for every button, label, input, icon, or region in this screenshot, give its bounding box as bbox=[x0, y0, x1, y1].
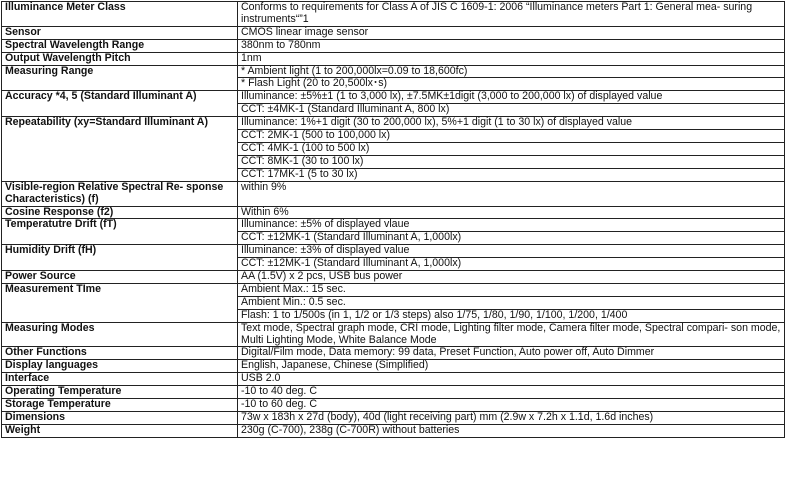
spec-label: Storage Temperature bbox=[2, 399, 238, 412]
spec-label: Power Source bbox=[2, 271, 238, 284]
spec-label: Accuracy *4, 5 (Standard Illuminant A) bbox=[2, 91, 238, 117]
spec-row bbox=[2, 271, 785, 284]
spec-row bbox=[2, 245, 785, 258]
spec-value: Illuminance: 1%+1 digit (30 to 200,000 lx), 5%+1 digit (1 to 30 lx) of displayed value bbox=[238, 117, 785, 130]
spec-value: 73w x 183h x 27d (body), 40d (light receiving part) mm (2.9w x 7.2h x 1.1d, 1.6d inches) bbox=[238, 412, 785, 425]
spec-label: Visible-region Relative Spectral Re- sponse Characteristics) (f) bbox=[2, 181, 238, 206]
spec-label: Display languages bbox=[2, 360, 238, 373]
spec-value: English, Japanese, Chinese (Simplified) bbox=[238, 360, 785, 373]
spec-label: Weight bbox=[2, 424, 238, 437]
specifications-table bbox=[1, 1, 785, 438]
spec-row bbox=[2, 347, 785, 360]
spec-label: Cosine Response (f2) bbox=[2, 206, 238, 219]
spec-row bbox=[2, 206, 785, 219]
spec-row bbox=[2, 39, 785, 52]
spec-value: Illuminance: ±5% of displayed vlaue bbox=[238, 219, 785, 232]
spec-label: Measuring Modes bbox=[2, 322, 238, 347]
spec-row bbox=[2, 424, 785, 437]
spec-value: CCT: ±4MK-1 (Standard Illuminant A, 800 lx) bbox=[238, 104, 785, 117]
spec-value: * Ambient light (1 to 200,000lx=0.09 to 18,600fc) bbox=[238, 65, 785, 78]
spec-value: CCT: 8MK-1 (30 to 100 lx) bbox=[238, 155, 785, 168]
spec-row bbox=[2, 65, 785, 78]
spec-label: Interface bbox=[2, 373, 238, 386]
spec-value: USB 2.0 bbox=[238, 373, 785, 386]
spec-value: CCT: 17MK-1 (5 to 30 lx) bbox=[238, 168, 785, 181]
spec-label: Repeatability (xy=Standard Illuminant A) bbox=[2, 117, 238, 182]
spec-value: Within 6% bbox=[238, 206, 785, 219]
spec-value: -10 to 60 deg. C bbox=[238, 399, 785, 412]
spec-label: Measuring Range bbox=[2, 65, 238, 91]
spec-value: CMOS linear image sensor bbox=[238, 26, 785, 39]
spec-value: 380nm to 780nm bbox=[238, 39, 785, 52]
spec-label: Illuminance Meter Class bbox=[2, 2, 238, 27]
spec-label: Dimensions bbox=[2, 412, 238, 425]
spec-row bbox=[2, 52, 785, 65]
spec-value: Digital/Film mode, Data memory: 99 data, Preset Function, Auto power off, Auto Dimmer bbox=[238, 347, 785, 360]
spec-label: Operating Temperature bbox=[2, 386, 238, 399]
spec-value: Ambient Max.: 15 sec. bbox=[238, 283, 785, 296]
spec-value: -10 to 40 deg. C bbox=[238, 386, 785, 399]
spec-row bbox=[2, 181, 785, 206]
spec-value: Illuminance: ±5%±1 (1 to 3,000 lx), ±7.5MK±1digit (3,000 to 200,000 lx) of displayed value bbox=[238, 91, 785, 104]
spec-label: Humidity Drift (fH) bbox=[2, 245, 238, 271]
spec-value: AA (1.5V) x 2 pcs, USB bus power bbox=[238, 271, 785, 284]
spec-label: Spectral Wavelength Range bbox=[2, 39, 238, 52]
spec-row bbox=[2, 399, 785, 412]
spec-row bbox=[2, 283, 785, 296]
spec-value: Conforms to requirements for Class A of JIS C 1609-1: 2006 “Illuminance meters Part 1: General mea- suring instruments“”1 bbox=[238, 2, 785, 27]
spec-label: Measurement TIme bbox=[2, 283, 238, 322]
spec-row bbox=[2, 117, 785, 130]
spec-label: Sensor bbox=[2, 26, 238, 39]
spec-value: Ambient Min.: 0.5 sec. bbox=[238, 296, 785, 309]
spec-row bbox=[2, 386, 785, 399]
spec-label: Temperatutre Drift (fT) bbox=[2, 219, 238, 245]
spec-value: Flash: 1 to 1/500s (in 1, 1/2 or 1/3 steps) also 1/75, 1/80, 1/90, 1/100, 1/200, 1/400 bbox=[238, 309, 785, 322]
spec-row bbox=[2, 322, 785, 347]
spec-value: Illuminance: ±3% of displayed value bbox=[238, 245, 785, 258]
specifications-body bbox=[2, 2, 785, 438]
spec-value: * Flash Light (20 to 20,500lx･s) bbox=[238, 78, 785, 91]
spec-value: within 9% bbox=[238, 181, 785, 206]
spec-row bbox=[2, 91, 785, 104]
spec-label: Other Functions bbox=[2, 347, 238, 360]
spec-label: Output Wavelength Pitch bbox=[2, 52, 238, 65]
spec-value: 230g (C-700), 238g (C-700R) without batteries bbox=[238, 424, 785, 437]
spec-value: 1nm bbox=[238, 52, 785, 65]
spec-value: CCT: ±12MK-1 (Standard Illuminant A, 1,000lx) bbox=[238, 258, 785, 271]
spec-row bbox=[2, 2, 785, 27]
spec-value: CCT: 2MK-1 (500 to 100,000 lx) bbox=[238, 130, 785, 143]
spec-row bbox=[2, 360, 785, 373]
spec-row bbox=[2, 26, 785, 39]
spec-value: Text mode, Spectral graph mode, CRI mode, Lighting filter mode, Camera filter mode, Spectral compari- son mode, Multi Lighting Mode, White Balance Mode bbox=[238, 322, 785, 347]
spec-value: CCT: 4MK-1 (100 to 500 lx) bbox=[238, 142, 785, 155]
spec-row bbox=[2, 219, 785, 232]
spec-row bbox=[2, 373, 785, 386]
spec-value: CCT: ±12MK-1 (Standard Illuminant A, 1,000lx) bbox=[238, 232, 785, 245]
spec-row bbox=[2, 412, 785, 425]
